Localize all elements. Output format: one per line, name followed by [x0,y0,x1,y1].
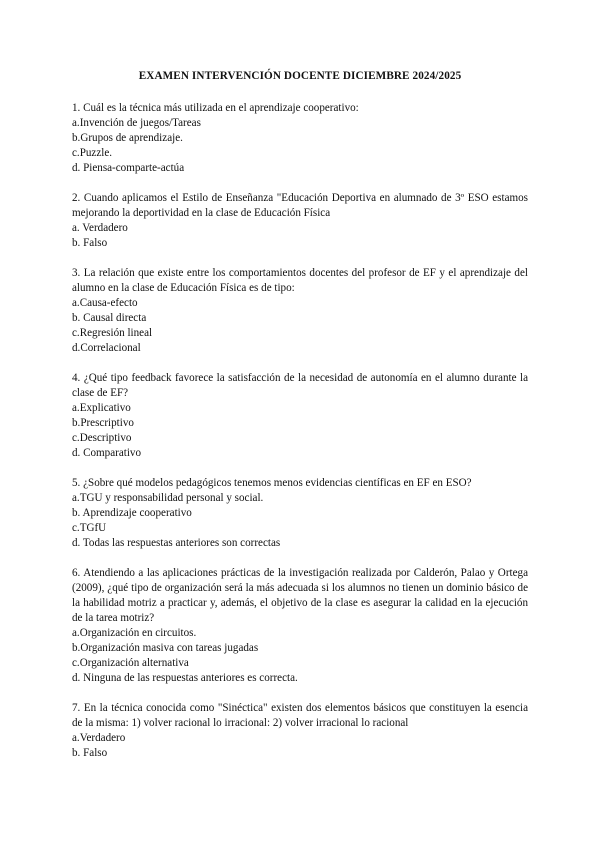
option-b: b. Aprendizaje cooperativo [72,507,192,519]
question-4 [72,371,528,461]
option-a: a.Causa-efecto [72,297,138,309]
option-d: d. Piensa-comparte-actúa [72,162,185,174]
question-6 [72,566,528,686]
question-5 [72,476,528,551]
option-c: c.TGfU [72,522,107,534]
option-b: b. Causal directa [72,312,147,324]
option-a: a.TGU y responsabilidad personal y social. [72,492,264,504]
question-3 [72,266,528,356]
option-c: c.Regresión lineal [72,327,153,339]
question-text: 7. En la técnica conocida como "Sinéctica" existen dos elementos básicos que constituyen la esencia de la misma: 1) volver racional lo irracional: 2) volver irracional lo racional [72,702,528,729]
option-b: b.Prescriptivo [72,417,134,429]
question-2 [72,191,528,251]
option-b: b. Falso [72,237,108,249]
option-a: a.Invención de juegos/Tareas [72,117,201,129]
question-text: 1. Cuál es la técnica más utilizada en el aprendizaje cooperativo: [72,102,359,114]
option-a: a.Organización en circuitos. [72,627,197,639]
option-c: c.Descriptivo [72,432,132,444]
option-a: a. Verdadero [72,222,128,234]
option-d: d.Correlacional [72,342,141,354]
question-7 [72,701,528,761]
option-b: b.Organización masiva con tareas jugadas [72,642,259,654]
question-1 [72,101,528,176]
option-d: d. Todas las respuestas anteriores son correctas [72,537,281,549]
option-a: a.Explicativo [72,402,131,414]
option-c: c.Organización alternativa [72,657,189,669]
option-b: b.Grupos de aprendizaje. [72,132,183,144]
question-text: 4. ¿Qué tipo feedback favorece la satisfacción de la necesidad de autonomía en el alumno durante la clase de EF? [72,372,528,399]
question-text: 6. Atendiendo a las aplicaciones prácticas de la investigación realizada por Calderón, Palao y Ortega (2009), ¿qué tipo de organización será la más adecuada si los alumnos no tienen un dominio básico de la habilidad motriz a practicar y, además, el objetivo de la clase es asegurar la calidad en la ejecución de la tarea motriz? [72,567,528,624]
exam-title: EXAMEN INTERVENCIÓN DOCENTE DICIEMBRE 2024/2025 [138,70,462,82]
question-list [72,101,528,776]
question-text: 2. Cuando aplicamos el Estilo de Enseñanza "Educación Deportiva en alumnado de 3º ESO estamos mejorando la deportividad en la clase de Educación Física [72,192,528,219]
question-text: 5. ¿Sobre qué modelos pedagógicos tenemos menos evidencias científicas en EF en ESO? [72,477,472,489]
option-a: a.Verdadero [72,732,126,744]
question-text: 3. La relación que existe entre los comportamientos docentes del profesor de EF y el aprendizaje del alumno en la clase de Educación Física es de tipo: [72,267,528,294]
option-b: b. Falso [72,747,108,759]
option-d: d. Ninguna de las respuestas anteriores es correcta. [72,672,298,684]
option-c: c.Puzzle. [72,147,113,159]
option-d: d. Comparativo [72,447,142,459]
